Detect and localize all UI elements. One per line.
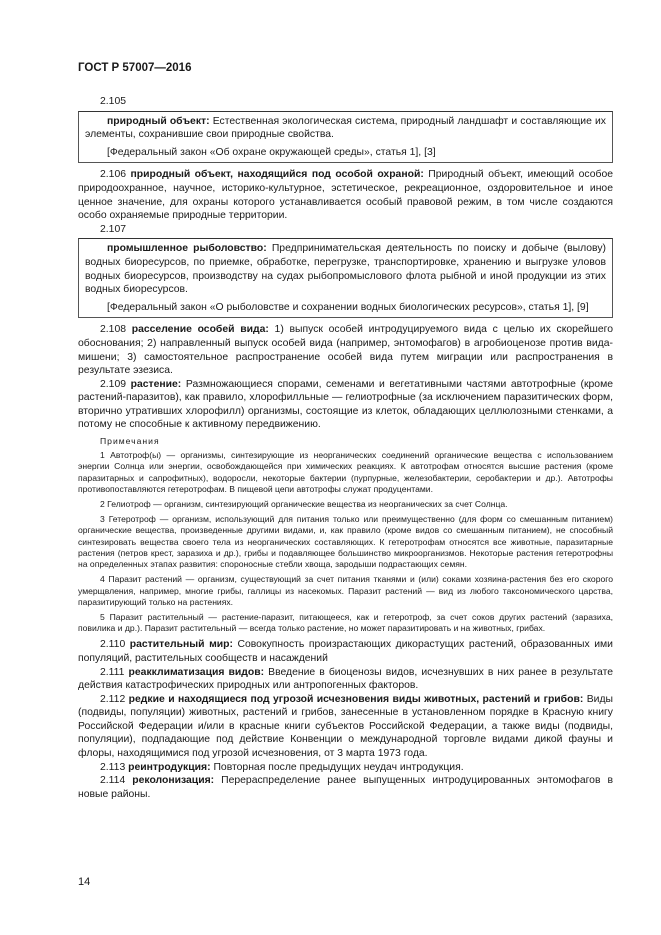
entry-2109-definition: Размножающиеся спорами, семенами и вегетативными частями автотрофные (кроме растений-паразитов), как правило, хлорофилльные — гелиотрофные (за исключением паразитических форм, вторично утративших хлорофилл) организмы, состоящие из клеток, обладающих целлюлозными стенками, а потому не способные к активному передвижению. [78,378,613,431]
entry-2109 [78,378,613,432]
entry-2111 [78,666,613,693]
entry-2113 [78,761,613,775]
entry-2108-term: расселение особей вида: [131,324,269,336]
entry-2106-term: природный объект, находящийся под особой охраной: [130,169,424,181]
document-header: ГОСТ Р 57007—2016 [78,62,192,74]
entry-2106-definition: Природный объект, имеющий особое природоохранное, научное, историко-культурное, эстетическое, рекреационное, оздоровительное и иное ценное значение, для охраны которого устанавливается особый правовой режим, в том числе создаются особо охраняемые природные территории. [78,169,614,222]
entry-2108 [78,323,613,377]
entry-2105 [85,115,606,142]
entry-2105-source: [Федеральный закон «Об охране окружающей среды», статья 1], [3] [107,146,436,158]
entry-2110-definition: Совокупность произрастающих дикорастущих растений, образованных ими популяций, растительных сообществ и насаждений [78,639,613,664]
entry-2111-term: реакклиматизация видов: [128,666,265,678]
note-item: 1 Автотроф(ы) — организмы, синтезирующие из неорганических соединений органические вещества с использованием энергии Солнца или энергии, освобождающейся при химических реакциях. К автотрофам относятся высшие растения (кроме паразитарных и сапрофитных), водоросли, некоторые бактерии (пурпурные, железобактерии, серобактерии и др.). Автотрофы противопоставляются гетеротрофам. В пищевой цепи автотрофы служат продуцентами. [78,450,613,494]
entry-2105-term: природный объект: [107,115,210,127]
entry-2114-definition: Перераспределение ранее выпущенных интродуцированных энтомофагов в новые районы. [78,775,613,800]
entry-2113-number: 2.113 [100,761,126,773]
entry-2107-source: [Федеральный закон «О рыболовстве и сохранении водных биологических ресурсов», статья 1], [9] [107,301,589,313]
entry-2105-box [78,111,613,164]
entry-2107-box [78,238,613,318]
entry-2114-term: реколонизация: [132,775,215,787]
entry-2107-definition: Предпринимательская деятельность по поиску и добыче (вылову) водных биоресурсов, по приемке, обработке, перегрузке, транспортировке, хранению и выгрузке уловов водных биоресурсов, производству на судах рыбопромыслового флота рыбной и иной продукции из этих водных биоресурсов. [85,243,606,296]
entry-2107 [85,242,606,296]
entry-2114-number: 2.114 [100,775,126,787]
entry-2106-number: 2.106 [100,169,127,181]
entry-2105-definition: Естественная экологическая система, природный ландшафт и составляющие их элементы, сохранившие свои природные свойства. [85,115,606,141]
entry-2107-number: 2.107 [100,223,127,235]
note-item: 4 Паразит растений — организм, существующий за счет питания тканями и (или) соками хозяина-растения без его скорого умерщвления, например, многие грибы, галлицы из насекомых. Паразит растений — вид из любого таксономического царства, паразитирующий только на растениях. [78,574,613,607]
entry-2108-definition: 1) выпуск особей интродуцируемого вида с целью их скорейшего обоснования; 2) направленный выпуск особей вида (например, энтомофагов) в агробиоценозе против вида-мишени; 3) самостоятельное распространение особей вида путем миграции или распространения в результате эзезиса. [78,324,613,377]
entry-2112-definition: Виды (подвиды, популяции) животных, растений и грибов, занесенные в установленном порядке в Красную книгу Российской Федерации и/или в красные книги субъектов Российской Федерации, а также виды (подвиды, популяции), подпадающие под действие Конвенции о международной торговле видами дикой фауны и флоры, находящимися под угрозой исчезновения, от 3 марта 1973 года. [78,693,613,760]
entry-2110-number: 2.110 [100,639,126,651]
entry-2107-term: промышленное рыболовство: [107,243,267,255]
note-item: 2 Гелиотроф — организм, синтезирующий органические вещества из неорганических за счет Солнца. [100,499,508,510]
note-item: 3 Гетеротроф — организм, использующий для питания только или преимущественно (для форм со смешанным питанием) органические вещества, произведенные другими видами, и, как правило (кроме видов со смешанным питанием), не способный синтезировать вещества своего тела из неорганических составляющих. К гетеротрофам относятся все животные, паразитарные растения (петров крест, заразиха и др.), грибы и подавляющее большинство микроорганизмов. Некоторые растения гетеротрофны на определенных этапах развития: спороносные стебли хвоща, зародыши подрастающих семян. [78,514,613,570]
entry-2110 [78,638,613,665]
entry-2111-number: 2.111 [100,666,125,678]
entry-2111-definition: Введение в биоценозы видов, исчезнувших в них ранее в результате действия катастрофических природных или антропогенных факторов. [78,666,613,692]
entry-2110-term: растительный мир: [129,639,233,651]
page-number: 14 [78,876,91,888]
entry-2112 [78,693,613,761]
notes-title: Примечания [100,436,160,447]
entry-2105-number: 2.105 [100,96,127,107]
entry-2109-number: 2.109 [100,378,127,390]
entry-2113-term: реинтродукция: [128,761,211,773]
notes-block [78,436,613,634]
entry-2112-number: 2.112 [100,693,126,705]
entry-2113-definition: Повторная после предыдущих неудач интродукция. [210,761,464,773]
entry-2109-term: растение: [130,378,182,390]
entry-2108-number: 2.108 [100,324,127,336]
note-item: 5 Паразит растительный — растение-паразит, питающееся, как и гетеротроф, за счет соков других растений (заразиха, повилика и др.). Паразит растительный — всегда только растение, но может паразитировать и на животных, грибах. [78,611,613,634]
entry-2114 [78,774,613,801]
entry-2106 [78,168,613,222]
entry-2112-term: редкие и находящиеся под угрозой исчезновения виды животных, растений и грибов: [128,693,584,705]
document-body [78,95,613,801]
